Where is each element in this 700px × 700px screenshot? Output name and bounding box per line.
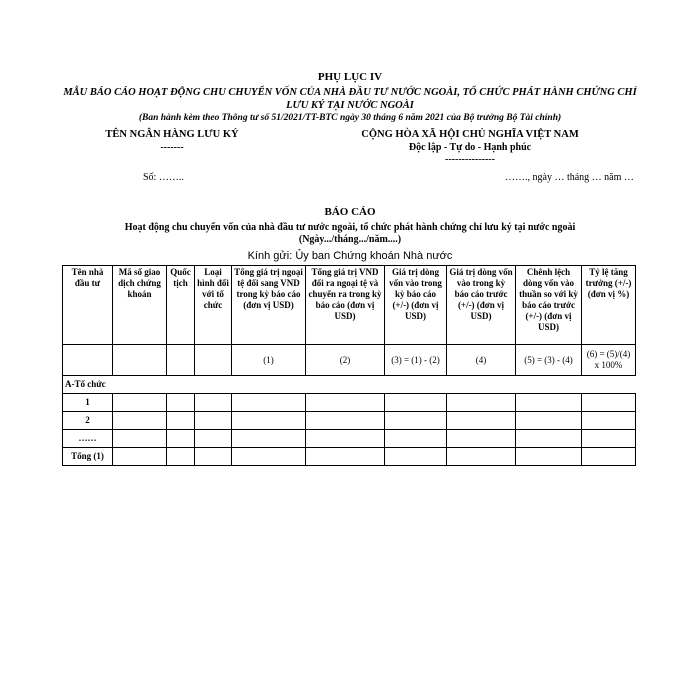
template-title: MẪU BÁO CÁO HOẠT ĐỘNG CHU CHUYỂN VỐN CỦA NHÀ ĐẦU TƯ NƯỚC NGOÀI, TỔ CHỨC PHÁT HÀNH CHỨNG CHỈ LƯU KÝ TẠI NƯỚC NGOÀI xyxy=(63,87,637,111)
column-header: Chênh lệch dòng vốn vào thuần so với kỳ báo cáo trước (+/-) (đơn vị USD) xyxy=(516,266,582,345)
bank-divider: ------- xyxy=(160,142,184,153)
column-header: Giá trị dòng vốn vào trong kỳ báo cáo trước (+/-) (đơn vị USD) xyxy=(447,266,516,345)
column-header: Tên nhà đầu tư xyxy=(63,266,113,345)
table-cell xyxy=(582,430,636,448)
table-cell xyxy=(385,394,447,412)
table-cell xyxy=(232,376,306,394)
document-date: ……., ngày … tháng … năm … xyxy=(505,172,634,183)
national-motto: Độc lập - Tự do - Hạnh phúc xyxy=(408,142,532,153)
table-cell xyxy=(306,412,385,430)
table-cell xyxy=(447,430,516,448)
bank-name: TÊN NGÂN HÀNG LƯU KÝ xyxy=(105,129,239,140)
issued-note: (Ban hành kèm theo Thông tư số 51/2021/TT-BTC ngày 30 tháng 6 năm 2021 của Bộ trưởng Bộ Tài chính) xyxy=(138,113,562,123)
column-header: Giá trị dòng vốn vào trong kỳ báo cáo (+/-) (đơn vị USD) xyxy=(385,266,447,345)
table-cell xyxy=(306,448,385,466)
table-cell xyxy=(385,448,447,466)
formula-cell xyxy=(63,345,113,376)
column-header: Mã số giao dịch chứng khoán xyxy=(113,266,167,345)
document-number: Số: …….. xyxy=(143,172,184,183)
column-header: Tỷ lệ tăng trưởng (+/-) (đơn vị %) xyxy=(582,266,636,345)
table-cell xyxy=(582,448,636,466)
table-cell xyxy=(195,394,232,412)
table-cell xyxy=(195,430,232,448)
formula-cell: (1) xyxy=(232,345,306,376)
table-row xyxy=(63,412,636,430)
table-cell xyxy=(195,412,232,430)
table-cell xyxy=(385,430,447,448)
column-header: Tổng giá trị ngoại tệ đổi sang VND trong kỳ báo cáo (đơn vị USD) xyxy=(232,266,306,345)
formula-cell xyxy=(167,345,195,376)
report-subtitle: Hoạt động chu chuyển vốn của nhà đầu tư nước ngoài, tổ chức phát hành chứng chỉ lưu ký tại nước ngoài (Ngày.../tháng.../năm....) xyxy=(124,222,576,245)
column-header: Loại hình đối với tổ chức xyxy=(195,266,232,345)
table-cell xyxy=(447,376,516,394)
table-cell xyxy=(582,412,636,430)
table-row xyxy=(63,394,636,412)
table-cell xyxy=(447,448,516,466)
table-cell xyxy=(113,448,167,466)
table-cell xyxy=(385,412,447,430)
table-cell xyxy=(113,412,167,430)
table-cell xyxy=(232,394,306,412)
table-cell xyxy=(306,394,385,412)
report-title: BÁO CÁO xyxy=(324,206,376,218)
table-cell xyxy=(516,430,582,448)
table-row xyxy=(63,376,636,394)
appendix-label: PHỤ LỤC IV xyxy=(317,71,383,83)
table-cell xyxy=(167,394,195,412)
table-cell xyxy=(516,448,582,466)
formula-cell xyxy=(113,345,167,376)
table-cell xyxy=(167,448,195,466)
formula-cell: (4) xyxy=(447,345,516,376)
table-cell xyxy=(195,376,232,394)
table-cell xyxy=(232,430,306,448)
table-cell xyxy=(516,394,582,412)
country-name: CỘNG HÒA XÃ HỘI CHỦ NGHĨA VIỆT NAM xyxy=(361,129,579,140)
row-label: Tổng (1) xyxy=(63,448,113,466)
column-header: Tổng giá trị VND đổi ra ngoại tệ và chuyển ra trong kỳ báo cáo (đơn vị USD) xyxy=(306,266,385,345)
table-cell xyxy=(447,412,516,430)
table-cell xyxy=(113,394,167,412)
table-cell xyxy=(306,430,385,448)
table-cell xyxy=(582,394,636,412)
table-cell xyxy=(232,448,306,466)
table-row xyxy=(63,448,636,466)
table-cell xyxy=(232,412,306,430)
table-cell xyxy=(306,376,385,394)
table-row xyxy=(63,430,636,448)
report-recipient: Kính gửi: Ủy ban Chứng khoán Nhà nước xyxy=(247,250,453,262)
table-cell xyxy=(167,412,195,430)
table-cell xyxy=(385,376,447,394)
column-header: Quốc tịch xyxy=(167,266,195,345)
table-cell xyxy=(167,430,195,448)
formula-row xyxy=(63,345,636,376)
table-header-row xyxy=(63,266,636,345)
table-cell xyxy=(167,376,195,394)
capital-flow-table xyxy=(62,265,636,466)
formula-cell: (6) = (5)/(4) x 100% xyxy=(582,345,636,376)
row-label: A-Tổ chức xyxy=(63,376,167,394)
table-cell xyxy=(516,412,582,430)
table-cell xyxy=(195,448,232,466)
formula-cell: (2) xyxy=(306,345,385,376)
table-cell xyxy=(516,376,582,394)
row-label: 2 xyxy=(63,412,113,430)
motto-divider: --------------- xyxy=(445,154,495,165)
row-label: …… xyxy=(63,430,113,448)
table-cell xyxy=(447,394,516,412)
formula-cell: (3) = (1) - (2) xyxy=(385,345,447,376)
formula-cell: (5) = (3) - (4) xyxy=(516,345,582,376)
formula-cell xyxy=(195,345,232,376)
row-label: 1 xyxy=(63,394,113,412)
table-cell xyxy=(113,430,167,448)
